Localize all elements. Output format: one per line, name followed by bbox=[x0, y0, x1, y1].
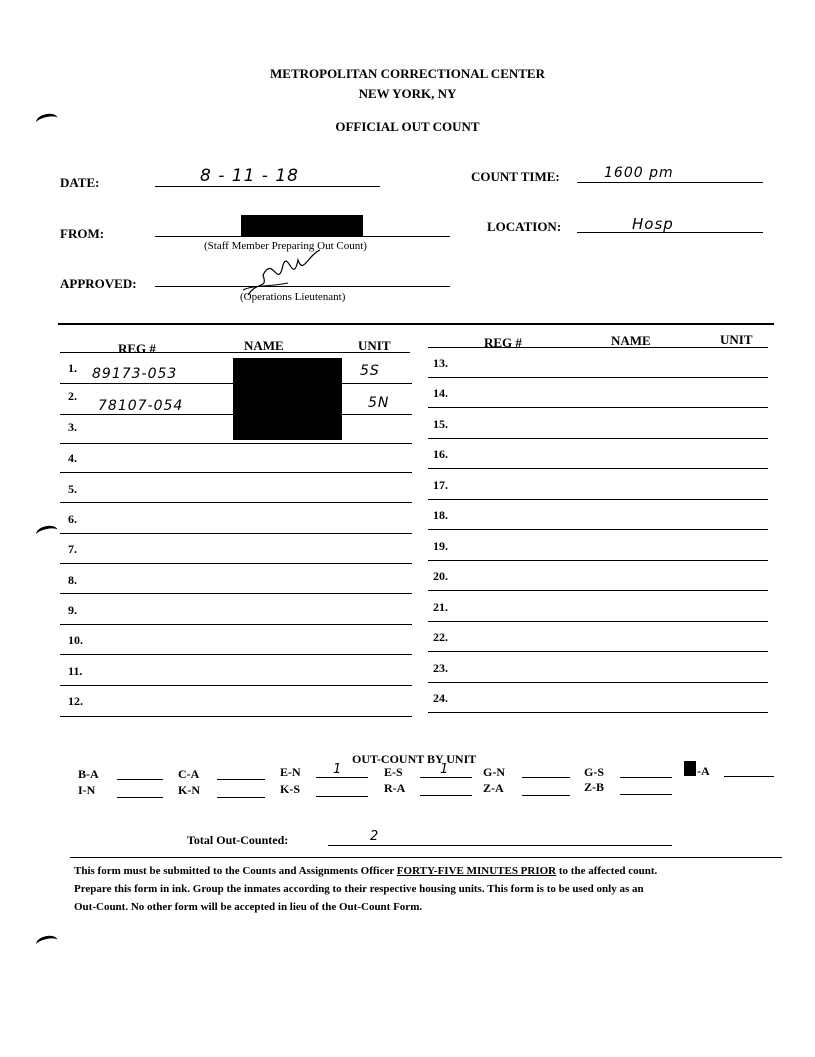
unit-code: Z-B bbox=[584, 780, 605, 794]
row-number: 16. bbox=[433, 447, 448, 461]
row-line bbox=[60, 654, 412, 655]
row-number: 14. bbox=[433, 386, 448, 400]
row-line bbox=[428, 529, 768, 530]
count-time-label: COUNT TIME: bbox=[471, 169, 560, 184]
unit-blank bbox=[620, 777, 672, 778]
row-number: 1. bbox=[68, 361, 77, 375]
row-reg-value[interactable]: 78107-054 bbox=[98, 398, 184, 414]
unit-value-en[interactable]: 1 bbox=[333, 762, 343, 777]
unit-blank bbox=[420, 795, 472, 796]
row-line bbox=[60, 685, 412, 686]
from-redaction bbox=[241, 215, 363, 236]
unit-code: B-A bbox=[78, 767, 99, 781]
right-header-name: NAME bbox=[611, 333, 651, 348]
unit-blank bbox=[217, 797, 265, 798]
left-header-reg: REG # bbox=[118, 341, 156, 356]
unit-blank bbox=[522, 795, 570, 796]
row-number: 12. bbox=[68, 694, 83, 708]
row-line bbox=[60, 502, 412, 503]
row-number: 9. bbox=[68, 603, 77, 617]
unit-code: K-N bbox=[178, 783, 200, 797]
row-unit-value[interactable]: 5S bbox=[360, 363, 380, 379]
table-top-rule bbox=[58, 323, 774, 325]
row-number: 4. bbox=[68, 451, 77, 465]
unit-blank bbox=[217, 779, 265, 780]
location-value[interactable]: Hosp bbox=[632, 215, 674, 233]
unit-count-title: OUT-COUNT BY UNIT bbox=[352, 752, 477, 766]
unit-code: -A bbox=[697, 764, 710, 778]
approved-caption: (Operations Lieutenant) bbox=[240, 291, 346, 303]
row-line bbox=[428, 621, 768, 622]
total-label: Total Out-Counted: bbox=[187, 833, 289, 847]
unit-blank bbox=[117, 797, 163, 798]
footer-text: This form must be submitted to the Counts and Assignments Officer bbox=[74, 865, 397, 877]
total-value[interactable]: 2 bbox=[370, 829, 380, 844]
row-number: 24. bbox=[433, 691, 448, 705]
right-header-reg: REG # bbox=[484, 335, 522, 350]
row-number: 19. bbox=[433, 539, 448, 553]
row-line bbox=[428, 468, 768, 469]
date-value[interactable]: 8 - 11 - 18 bbox=[200, 166, 299, 186]
row-number: 11. bbox=[68, 664, 83, 678]
left-header-line bbox=[60, 352, 410, 353]
unit-code: E-S bbox=[384, 765, 403, 779]
unit-blank bbox=[620, 794, 672, 795]
from-label: FROM: bbox=[60, 226, 105, 241]
unit-code: C-A bbox=[178, 767, 200, 781]
total-line bbox=[328, 845, 672, 846]
row-line bbox=[428, 499, 768, 500]
row-number: 3. bbox=[68, 420, 77, 434]
unit-value-es[interactable]: 1 bbox=[440, 762, 450, 777]
unit-code: E-N bbox=[280, 765, 301, 779]
footer-emphasis: FORTY-FIVE MINUTES PRIOR bbox=[396, 865, 557, 877]
location-label: LOCATION: bbox=[487, 219, 562, 234]
unit-blank bbox=[316, 796, 368, 797]
row-unit-value[interactable]: 5N bbox=[368, 395, 390, 411]
unit-blank bbox=[522, 777, 570, 778]
from-line bbox=[155, 236, 450, 237]
unit-blank bbox=[117, 779, 163, 780]
unit-blank bbox=[316, 777, 368, 778]
row-number: 15. bbox=[433, 417, 448, 431]
unit-code: G-N bbox=[483, 765, 505, 779]
right-header-unit: UNIT bbox=[720, 332, 753, 347]
row-number: 23. bbox=[433, 661, 448, 675]
date-label: DATE: bbox=[60, 175, 100, 190]
unit-code: R-A bbox=[384, 781, 406, 795]
left-header-name: NAME bbox=[244, 338, 284, 353]
row-number: 21. bbox=[433, 600, 448, 614]
footer-text: to the affected count. bbox=[556, 865, 658, 877]
unit-code: G-S bbox=[584, 765, 605, 779]
row-reg-value[interactable]: 89173-053 bbox=[92, 366, 178, 382]
footer-line-3: Out-Count. No other form will be accepted in lieu of the Out-Count Form. bbox=[74, 901, 423, 913]
row-number: 18. bbox=[433, 508, 448, 522]
row-number: 8. bbox=[68, 573, 77, 587]
row-line bbox=[428, 377, 768, 378]
row-line bbox=[428, 407, 768, 408]
binder-mark-top bbox=[35, 112, 59, 129]
row-line bbox=[428, 712, 768, 713]
row-number: 17. bbox=[433, 478, 448, 492]
unit-code: K-S bbox=[280, 782, 301, 796]
footer-line-2: Prepare this form in ink. Group the inmates according to their respective housing units. This form is to be used only as an bbox=[74, 883, 644, 895]
left-header-unit: UNIT bbox=[358, 338, 391, 353]
row-line bbox=[428, 438, 768, 439]
row-line bbox=[60, 593, 412, 594]
names-redaction bbox=[233, 358, 342, 440]
row-number: 20. bbox=[433, 569, 448, 583]
binder-mark-bottom bbox=[35, 934, 59, 951]
header-line2: NEW YORK, NY bbox=[358, 86, 457, 101]
date-line bbox=[155, 186, 380, 187]
binder-mark-middle bbox=[35, 524, 59, 541]
row-number: 7. bbox=[68, 542, 77, 556]
approved-label: APPROVED: bbox=[60, 276, 137, 291]
row-number: 13. bbox=[433, 356, 448, 370]
row-line bbox=[428, 560, 768, 561]
unit-blank bbox=[724, 776, 774, 777]
row-line bbox=[428, 682, 768, 683]
unit-letter-redaction bbox=[684, 761, 696, 776]
row-line bbox=[60, 716, 412, 717]
row-number: 22. bbox=[433, 630, 448, 644]
row-number: 5. bbox=[68, 482, 77, 496]
header-line1: METROPOLITAN CORRECTIONAL CENTER bbox=[270, 66, 545, 81]
from-caption: (Staff Member Preparing Out Count) bbox=[204, 240, 367, 252]
row-line bbox=[60, 563, 412, 564]
unit-code: Z-A bbox=[483, 781, 504, 795]
footer-line-1 bbox=[74, 862, 774, 880]
unit-code: I-N bbox=[78, 783, 96, 797]
row-number: 6. bbox=[68, 512, 77, 526]
row-line bbox=[60, 443, 412, 444]
right-header-line bbox=[428, 347, 768, 348]
unit-blank bbox=[420, 777, 472, 778]
row-line bbox=[428, 590, 768, 591]
row-number: 10. bbox=[68, 633, 83, 647]
footer-rule bbox=[70, 857, 782, 858]
form-title: OFFICIAL OUT COUNT bbox=[335, 119, 480, 134]
row-number: 2. bbox=[68, 389, 77, 403]
count-time-value[interactable]: 1600 pm bbox=[604, 165, 674, 181]
row-line bbox=[428, 651, 768, 652]
row-line bbox=[60, 472, 412, 473]
count-time-line bbox=[577, 182, 763, 183]
row-line bbox=[60, 624, 412, 625]
row-line bbox=[60, 533, 412, 534]
